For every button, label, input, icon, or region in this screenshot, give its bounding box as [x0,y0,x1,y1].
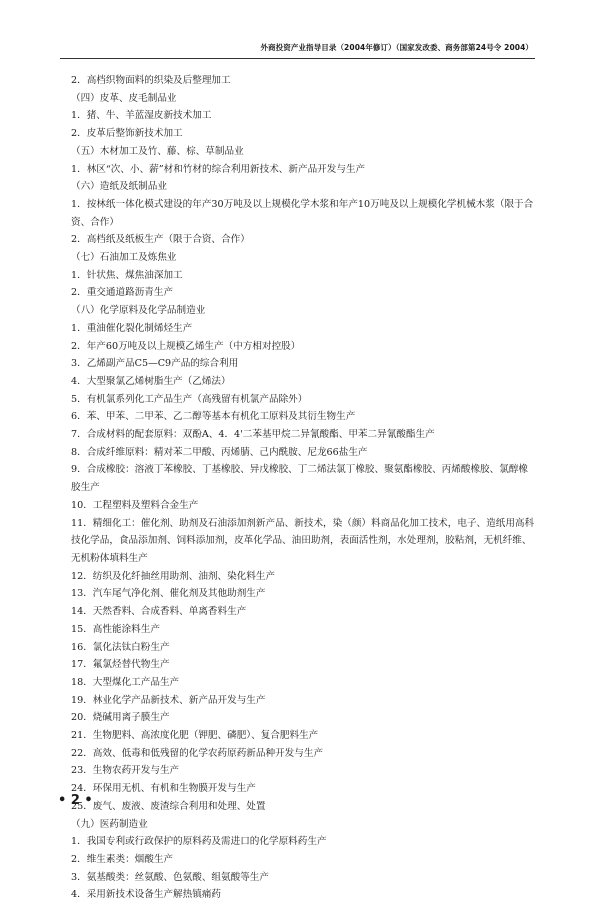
text-line: 7．合成材料的配套原料：双酚A、4．4'二苯基甲烷二异氰酸酯、甲苯二异氰酸酯生产 [71,429,435,441]
text-line: 8．合成纤维原料：精对苯二甲酸、丙烯腈、己内酰胺、尼龙66盐生产 [71,446,368,458]
text-line: 22．高效、低毒和低残留的化学农药原药新品种开发与生产 [71,747,324,759]
text-line: 12．纺织及化纤抽丝用助剂、油剂、染化料生产 [71,570,276,582]
running-header-text: 外商投资产业指导目录（2004年修订）（国家发改委、商务部第24号令 2004） [260,43,533,52]
section-heading: （六）造纸及纸制品业 [71,181,167,193]
text-line: 1．针状焦、煤焦油深加工 [71,269,183,281]
text-line: 1．重油催化裂化制烯烃生产 [71,322,193,334]
text-line: 2．高档纸及纸板生产（限于合资、合作） [71,234,250,246]
text-line: 14．天然香料、合成香料、单离香料生产 [71,606,247,618]
text-line: 1．按林纸一体化模式建设的年产30万吨及以上规模化学木浆和年产10万吨及以上规模化学机械木浆（限于合资、合作） [71,198,534,228]
text-line: 9．合成橡胶：溶液丁苯橡胶、丁基橡胶、异戊橡胶、丁二烯法氯丁橡胶、聚氨酯橡胶、丙烯酸橡胶、氯醇橡胶生产 [71,464,529,494]
text-line: 2．重交通道路沥青生产 [71,287,174,299]
text-line: 18．大型煤化工产品生产 [71,676,180,688]
section-heading: （七）石油加工及炼焦业 [71,252,177,264]
text-line: 16．氯化法钛白粉生产 [71,641,170,653]
text-line: 10．工程塑料及塑料合金生产 [71,499,199,511]
text-line: 17．氟氯烃替代物生产 [71,659,170,671]
text-line: 3．乙烯副产品C5—C9产品的综合利用 [71,358,239,370]
running-header [60,38,535,59]
text-line: 2．维生素类：烟酸生产 [71,853,174,865]
text-line: 4．大型聚氯乙烯树脂生产（乙烯法） [71,375,231,387]
text-line: 25．废气、废液、废渣综合利用和处理、处置 [71,800,266,812]
text-line: 3．氨基酸类：丝氨酸、色氨酸、组氨酸等生产 [71,871,269,883]
text-line: 2．高档织物面料的织染及后整理加工 [71,75,231,86]
section-heading: （四）皮革、皮毛制品业 [71,92,177,104]
text-line: 1．猪、牛、羊蓝湿皮新技术加工 [71,110,212,122]
section-heading: （九）医药制造业 [71,818,148,830]
text-line: 5．有机氯系列化工产品生产（高残留有机氯产品除外） [71,393,308,405]
text-line: 20．烧碱用离子膜生产 [71,712,170,724]
text-line: 4．采用新技术设备生产解热镇痛药 [71,889,222,901]
text-line: 6．苯、甲苯、二甲苯、乙二醇等基本有机化工原料及其衍生物生产 [71,411,356,423]
text-line: 13．汽车尾气净化剂、催化剂及其他助剂生产 [71,588,266,600]
document-body [60,72,535,904]
text-line: 24．环保用无机、有机和生物膜开发与生产 [71,783,256,795]
section-heading: （八）化学原料及化学品制造业 [71,305,206,317]
text-line: 1．我国专利或行政保护的原料药及需进口的化学原料药生产 [71,836,327,848]
text-line: 15．高性能涂料生产 [71,623,160,635]
text-line: 1．林区“次、小、薪”材和竹材的综合利用新技术、新产品开发与生产 [71,163,366,175]
text-line: 19．林业化学产品新技术、新产品开发与生产 [71,694,266,706]
text-line: 2．年产60万吨及以上规模乙烯生产（中方相对控股） [71,340,301,352]
text-line: 11．精细化工：催化剂、助剂及石油添加剂新产品、新技术，染（颜）料商品化加工技术，电子、造纸用高科技化学品，食品添加剂、饲料添加剂，皮革化学品、油田助剂，表面活性剂，水处理剂，胶粘剂，无机纤维、无机粉体填料生产 [71,517,535,564]
section-heading: （五）木材加工及竹、藤、棕、草制品业 [71,145,244,157]
text-line: 2．皮革后整饰新技术加工 [71,128,183,140]
page-number: • 2 • [58,793,93,808]
text-line: 21．生物肥料、高浓度化肥（钾肥、磷肥）、复合肥料生产 [71,730,319,742]
text-line: 23．生物农药开发与生产 [71,765,180,777]
